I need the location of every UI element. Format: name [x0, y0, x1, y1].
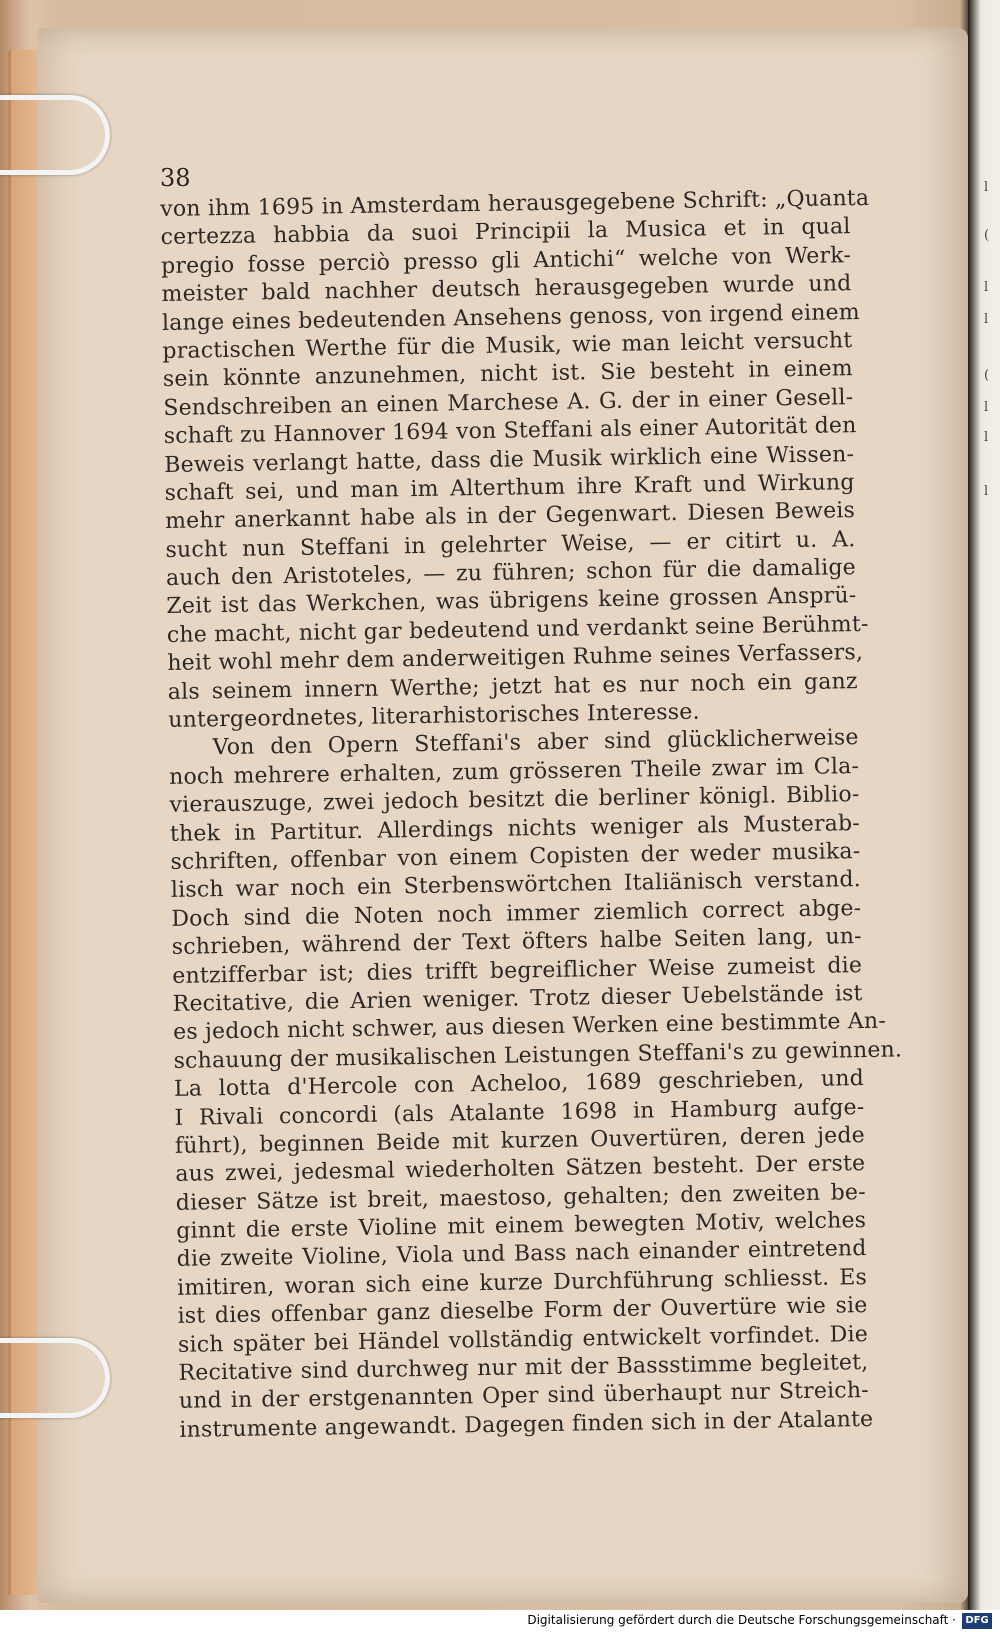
text-line: meister bald nachher deutsch herausgegeben wurde und [161, 271, 852, 308]
margin-mark: l [984, 280, 989, 295]
text-line: schaft sei, und man im Alterthum ihre Kraft und Wirkung [164, 470, 855, 506]
text-line: ginnt die erste Violine mit einem bewegten Motiv, welches [176, 1208, 867, 1244]
page-clip-bottom [0, 1338, 110, 1418]
text-line: dieser Sätze ist breit, maestoso, gehalten; den zweiten be- [175, 1179, 866, 1216]
text-line: lange eines bedeutenden Ansehens genoss, von irgend einem [161, 299, 861, 336]
text-line: von ihm 1695 in Amsterdam herausgegebene Schrift: „Quanta [160, 185, 870, 222]
text-line: sucht nun Steffani in gelehrter Weise, — er citirt u. A. [165, 526, 856, 563]
margin-mark: ( [984, 228, 990, 243]
text-line: pregio fosse perciò presso gli Antichi“ welche von Werk- [160, 242, 852, 279]
text-line: thek in Partitur. Allerdings nichts weniger als Musterab- [169, 810, 861, 847]
text-line: Zeit ist das Werkchen, was übrigens keine grossen Ansprü- [166, 583, 857, 620]
text-line: Sendschreiben an einen Marchese A. G. der in einer Gesell- [163, 384, 854, 421]
text-line: Doch sind die Noten noch immer ziemlich correct abge- [171, 895, 862, 932]
text-line: practischen Werthe für die Musik, wie man leicht versucht [162, 328, 853, 364]
text-line: und in der erstgenannten Oper sind überhaupt nur Streich- [178, 1378, 870, 1415]
text-line: führt), beginnen Beide mit kurzen Ouvertüren, deren jede [174, 1122, 866, 1159]
text-line: heit wohl mehr dem anderweitigen Ruhme seines Verfassers, [167, 640, 864, 677]
text-line: certezza habbia da suoi Principii la Musica et in qual [160, 214, 851, 251]
text-line: Recitative, die Arien weniger. Trotz dieser Uebelstände ist [172, 981, 863, 1017]
margin-mark: ( [984, 368, 990, 383]
digitization-footer [0, 1610, 1000, 1632]
text-line: ist dies offenbar ganz dieselbe Form der Ouvertüre wie sie [177, 1293, 868, 1330]
text-line: als seinem innern Werthe; jetzt hat es nur noch ein ganz [167, 668, 858, 705]
text-line: lisch war noch ein Sterbenswörtchen Italiänisch verstand. [170, 867, 862, 904]
text-line: instrumente angewandt. Dagegen finden sich in der Atalante [179, 1406, 874, 1443]
margin-mark: l [984, 484, 989, 499]
text-line: es jedoch nicht schwer, aus diesen Werken eine bestimmte An- [172, 1009, 887, 1046]
text-line: schrieben, während der Text öfters halbe Seiten lang, un- [171, 924, 862, 961]
footer-credit: Digitalisierung gefördert durch die Deutsche Forschungsgemeinschaft · [527, 1613, 956, 1627]
margin-mark: l [984, 400, 989, 415]
next-page-strip [968, 0, 1000, 1610]
text-line: sein könnte anzunehmen, nicht ist. Sie besteht in einem [162, 356, 853, 393]
text-line: die zweite Violine, Viola und Bass nach einander eintretend [176, 1236, 867, 1273]
page-clip-top [0, 95, 110, 175]
text-line: auch den Aristoteles, — zu führen; schon für die damalige [165, 555, 857, 592]
text-line: schriften, offenbar von einem Copisten der weder musika- [170, 839, 861, 875]
text-line: untergeordnetes, literarhistorisches Interesse. [168, 699, 700, 733]
text-line: schauung der musikalischen Leistungen Steffani's zu gewinnen. [173, 1037, 903, 1074]
body-text [160, 185, 903, 1445]
text-line: La lotta d'Hercole con Acheloo, 1689 geschrieben, und [173, 1066, 865, 1102]
dfg-logo: DFG [962, 1613, 992, 1629]
margin-mark: l [984, 312, 989, 327]
text-line: schaft zu Hannover 1694 von Steffani als einer Autorität den [163, 413, 857, 450]
text-line: imitiren, woran sich eine kurze Durchführung schliesst. Es [176, 1264, 868, 1301]
margin-mark: l [984, 430, 989, 445]
text-line: mehr anerkannt habe als in der Gegenwart. Diesen Beweis [164, 498, 856, 535]
page-number: 38 [160, 164, 191, 192]
margin-mark: l [984, 180, 989, 195]
text-line: Beweis verlangt hatte, dass die Musik wirklich eine Wissen- [164, 441, 855, 478]
text-line: aus zwei, jedesmal wiederholten Sätzen besteht. Der erste [175, 1151, 866, 1188]
text-line: vierauszuge, zwei jedoch besitzt die berliner königl. Biblio- [169, 782, 860, 819]
text-line: sich später bei Händel vollständig entwickelt vorfindet. Die [177, 1321, 869, 1358]
text-line: I Rivali concordi (als Atalante 1698 in Hamburg aufge- [174, 1094, 865, 1131]
text-line: Von den Opern Steffani's aber sind glücklicherweise [212, 725, 859, 761]
text-line: entzifferbar ist; dies trifft begreiflicher Weise zumeist die [172, 952, 863, 989]
text-line: Recitative sind durchweg nur mit der Bassstimme begleitet, [178, 1350, 869, 1386]
text-line: che macht, nicht gar bedeutend und verdankt seine Berühmt- [166, 611, 869, 648]
text-line: noch mehrere erhalten, zum grösseren Theile zwar im Cla- [168, 753, 860, 790]
